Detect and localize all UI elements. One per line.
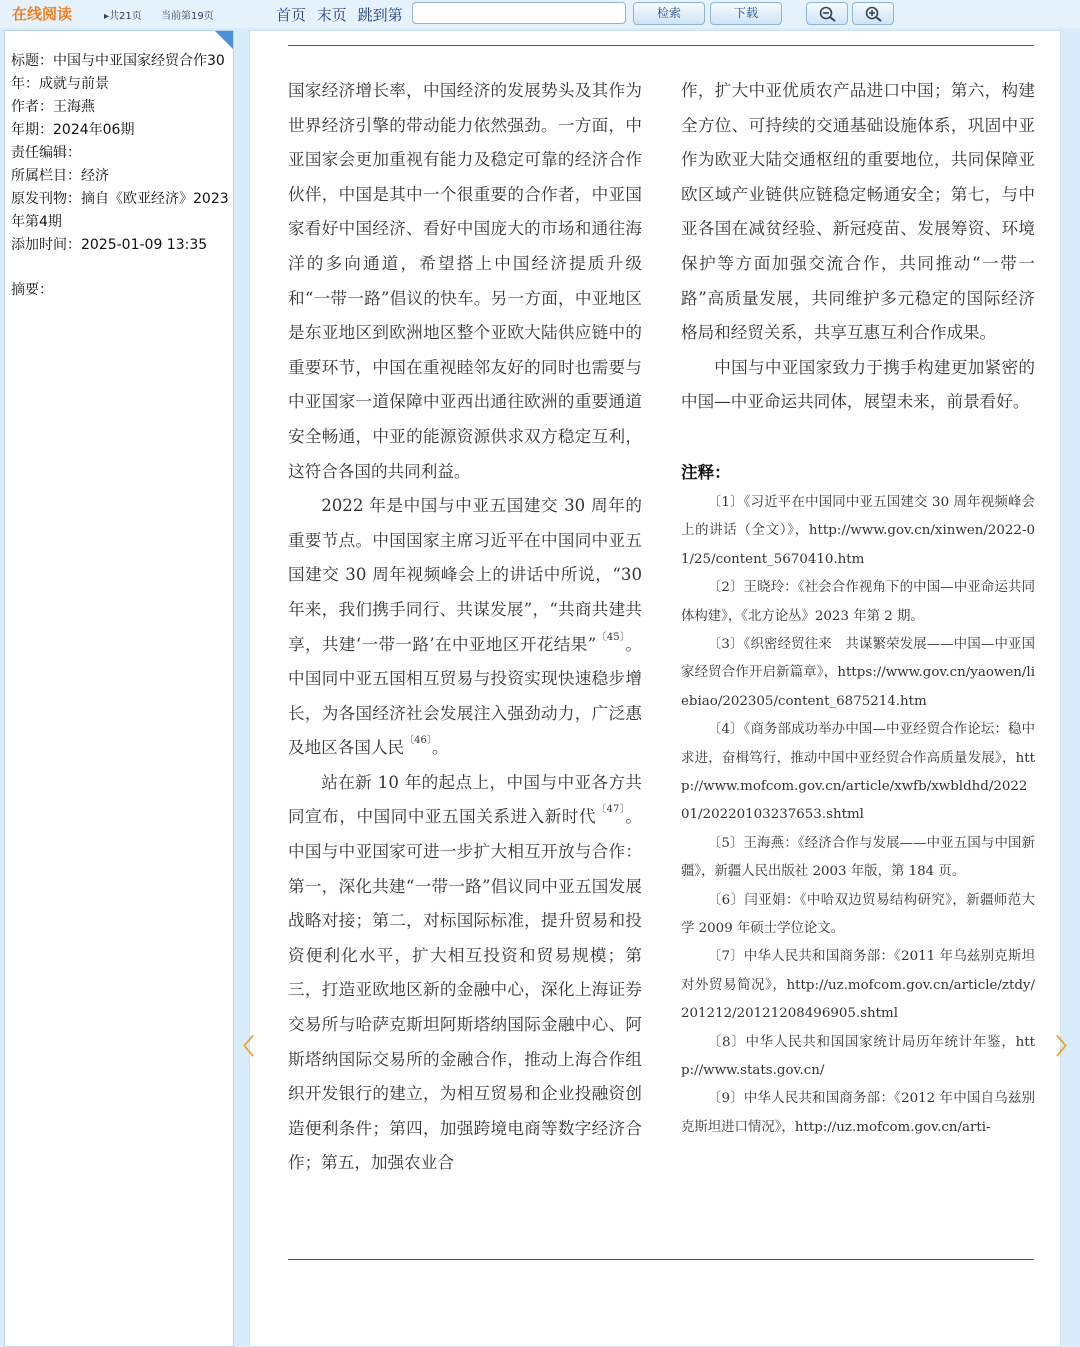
note-item: 〔9〕中华人民共和国商务部：《2012 年中国自乌兹别克斯坦进口情况》，http://uz.mofcom.gov.cn/arti- (681, 1091, 1035, 1135)
left-paragraph-2: 2022 年是中国与中亚五国建交 30 周年的重要节点。中国国家主席习近平在中国同中亚五国建交 30 周年视频峰会上的讲话中所说，“30 年来，我们携手同行、共谋发展”，“共商共建共享，共建‘一带一路’在中亚地区开花结果”$^{〔45〕}$。中国同中亚五国相互贸易与投资实现快速稳步增长，为各国经济社会发展注入强劲动力，广泛惠及地区各国人民$^{〔46〕}$。 (288, 496, 642, 758)
zoom-out-icon (819, 6, 837, 22)
meta-added: 添加时间：2025-01-09 13:35 (11, 237, 208, 253)
meta-source: 原发刊物：摘自《欧亚经济》2023年第4期 (11, 191, 229, 230)
note-item: 〔7〕中华人民共和国商务部：《2011 年乌兹别克斯坦对外贸易简况》，http://uz.mofcom.gov.cn/article/ztdy/201212/20121208496905.shtml (681, 949, 1035, 1022)
next-page-arrow-icon[interactable]: 〉 (1056, 1035, 1079, 1060)
zoom-out-button[interactable] (806, 2, 848, 25)
bottom-rule (288, 1259, 1034, 1260)
note-item: 〔5〕王海燕：《经济合作与发展——中亚五国与中国新疆》，新疆人民出版社 2003 年版，第 184 页。 (681, 835, 1035, 880)
meta-column: 所属栏目：经济 (11, 168, 109, 184)
notes-list (681, 489, 1035, 1142)
page-nav (276, 4, 409, 25)
left-column (288, 74, 642, 1181)
meta-editor: 责任编辑： (11, 145, 81, 161)
meta-author: 作者：王海燕 (11, 99, 95, 115)
prev-page-arrow-icon[interactable]: 〈 (232, 1035, 255, 1060)
left-paragraph-3: 站在新 10 年的起点上，中国与中亚各方共同宣布，中国同中亚五国关系进入新时代$^{〔47〕}$。中国与中亚国家可进一步扩大相互开放与合作：第一，深化共建“一带一路”倡议同中亚五国发展战略对接；第二，对标国际标准，提升贸易和投资便利化水平，扩大相互投资和贸易规模；第三，打造亚欧地区新的金融中心，深化上海证券交易所与哈萨克斯坦阿斯塔纳国际金融中心、阿斯塔纳国际交易所的金融合作，推动上海合作组织开发银行的建立，为相互贸易和企业投融资创造便利条件；第四，加强跨境电商等数字经济合作；第五，加强农业合 (288, 772, 642, 1173)
article-meta (11, 50, 231, 302)
note-item: 〔8〕中华人民共和国国家统计局历年统计年鉴，http://www.stats.gov.cn/ (681, 1034, 1035, 1079)
note-item: 〔6〕闫亚娟：《中哈双边贸易结构研究》，新疆师范大学 2009 年硕士学位论文。 (681, 892, 1035, 937)
article-info-panel (4, 30, 234, 1347)
goto-page-label: 跳到第 (357, 6, 403, 24)
zoom-in-icon (865, 6, 883, 22)
page-info (104, 7, 222, 22)
toolbar (0, 0, 1080, 28)
collapse-corner-icon[interactable] (215, 31, 233, 49)
meta-title: 标题：中国与中亚国家经贸合作30年：成就与前景 (11, 53, 225, 92)
goto-page-input[interactable] (412, 2, 626, 24)
note-item: 〔4〕《商务部成功举办中国—中亚经贸合作论坛：稳中求进，奋楫笃行，推动中国中亚经贸合作高质量发展》，http://www.mofcom.gov.cn/article/xwfb/xwbldhd/202201/20220103237653.shtml (681, 722, 1035, 823)
total-pages: ▸共21页 (104, 11, 142, 22)
zoom-in-button[interactable] (852, 2, 894, 25)
download-button[interactable]: 下载 (710, 2, 782, 25)
note-item: 〔3〕《织密经贸往来 共谋繁荣发展——中国—中亚国家经贸合作开启新篇章》，https://www.gov.cn/yaowen/liebiao/202305/content_6875214.htm (681, 636, 1035, 709)
left-paragraph-1: 国家经济增长率，中国经济的发展势头及其作为世界经济引擎的带动能力依然强劲。一方面，中亚国家会更加重视有能力及稳定可靠的经济合作伙伴，中国是其中一个很重要的合作者，中亚国家看好中国经济、看好中国庞大的市场和通往海洋的多向通道，希望搭上中国经济提质升级和“一带一路”倡议的快车。另一方面，中亚地区是东亚地区到欧洲地区整个亚欧大陆供应链中的重要环节，中国在重视睦邻友好的同时也需要与中亚国家一道保障中亚西出通往欧洲的重要通道安全畅通，中亚的能源资源供求双方稳定互利，这符合各国的共同利益。 (288, 81, 642, 481)
right-paragraph-2: 中国与中亚国家致力于携手构建更加紧密的中国—中亚命运共同体，展望未来，前景看好。 (681, 357, 1035, 412)
right-column (681, 74, 1035, 1142)
note-item: 〔1〕《习近平在中国同中亚五国建交 30 周年视频峰会上的讲话（全文）》，http://www.gov.cn/xinwen/2022-01/25/content_5670410.htm (681, 494, 1035, 567)
top-rule (288, 45, 1034, 46)
notes-title: 注释： (681, 461, 731, 482)
app-logo: 在线阅读 (12, 5, 73, 23)
last-page-link[interactable]: 末页 (316, 6, 347, 24)
search-button[interactable]: 检索 (633, 2, 705, 25)
meta-date: 年期：2024年06期 (11, 122, 135, 138)
right-paragraph-1: 作，扩大中亚优质农产品进口中国；第六，构建全方位、可持续的交通基础设施体系，巩固中亚作为欧亚大陆交通枢纽的重要地位，共同保障亚欧区域产业链供应链稳定畅通安全；第七，与中亚各国在减贫经验、新冠疫苗、发展筹资、环境保护等方面加强交流合作，共同推动“一带一路”高质量发展，共同维护多元稳定的国际经济格局和经贸关系，共享互惠互利合作成果。 (681, 81, 1035, 343)
first-page-link[interactable]: 首页 (276, 6, 307, 24)
current-page: 当前第19页 (160, 11, 214, 22)
document-page (249, 30, 1061, 1347)
meta-abstract: 摘要： (11, 282, 53, 298)
note-item: 〔2〕王晓玲：《社会合作视角下的中国—中亚命运共同体构建》，《北方论丛》2023 年第 2 期。 (681, 580, 1035, 624)
